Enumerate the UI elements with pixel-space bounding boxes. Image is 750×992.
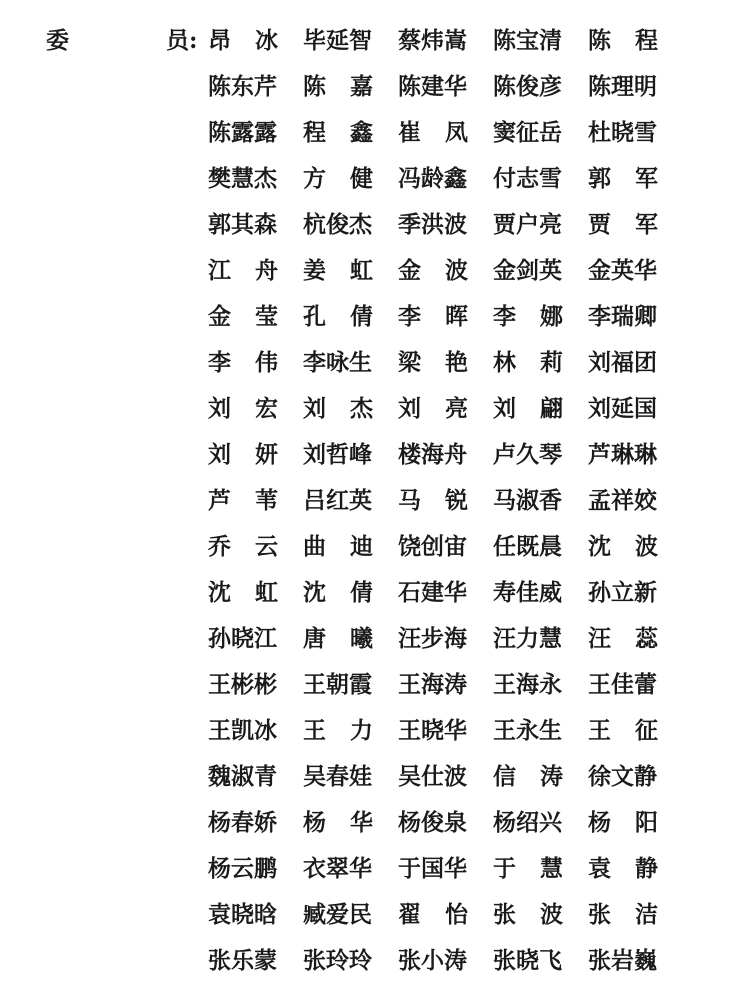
member-name: 季洪波 (398, 211, 467, 238)
member-name: 林 莉 (493, 349, 563, 376)
member-name: 陈俊彦 (493, 73, 562, 100)
member-name: 杭俊杰 (303, 211, 372, 238)
member-row (208, 900, 728, 946)
member-row (208, 946, 728, 992)
member-name: 乔 云 (208, 533, 278, 560)
member-row (208, 808, 728, 854)
member-name: 王佳蕾 (588, 671, 657, 698)
member-name: 王彬彬 (208, 671, 277, 698)
member-name: 李咏生 (303, 349, 372, 376)
member-name: 杨春娇 (208, 809, 277, 836)
member-name: 杨云鹏 (208, 855, 277, 882)
member-name: 张 波 (493, 901, 563, 928)
member-row (208, 716, 728, 762)
member-name: 张 洁 (588, 901, 658, 928)
member-name: 刘延国 (588, 395, 657, 422)
member-name: 刘福团 (588, 349, 657, 376)
member-name: 梁 艳 (398, 349, 468, 376)
member-name: 王朝霞 (303, 671, 372, 698)
member-name: 芦琳琳 (588, 441, 657, 468)
member-name: 楼海舟 (398, 441, 467, 468)
member-name: 贾户亮 (493, 211, 562, 238)
member-name: 张晓飞 (493, 947, 562, 974)
member-name: 张乐蒙 (208, 947, 277, 974)
member-name: 马 锐 (398, 487, 468, 514)
member-name: 金剑英 (493, 257, 562, 284)
member-name: 王凯冰 (208, 717, 277, 744)
member-row (208, 210, 728, 256)
member-name: 杜晓雪 (588, 119, 657, 146)
member-row (208, 486, 728, 532)
member-name: 陈理明 (588, 73, 657, 100)
member-name: 于国华 (398, 855, 467, 882)
member-row (208, 118, 728, 164)
member-name: 张岩巍 (588, 947, 657, 974)
member-name: 王 征 (588, 717, 658, 744)
member-name: 汪步海 (398, 625, 467, 652)
member-name: 王晓华 (398, 717, 467, 744)
member-name: 袁晓晗 (208, 901, 277, 928)
member-name: 孟祥姣 (588, 487, 657, 514)
member-row (208, 762, 728, 808)
member-name: 毕延智 (303, 27, 372, 54)
member-name: 寿佳威 (493, 579, 562, 606)
member-name: 吴仕波 (398, 763, 467, 790)
member-name: 陈东芹 (208, 73, 277, 100)
member-name: 臧爱民 (303, 901, 372, 928)
member-name: 芦 苇 (208, 487, 278, 514)
member-name: 杨 阳 (588, 809, 658, 836)
member-name: 李 伟 (208, 349, 278, 376)
member-name: 曲 迪 (303, 533, 373, 560)
member-name: 吴春娃 (303, 763, 372, 790)
member-name: 刘哲峰 (303, 441, 372, 468)
member-name: 陈宝清 (493, 27, 562, 54)
member-name: 昂 冰 (208, 27, 278, 54)
member-name: 贾 军 (588, 211, 658, 238)
member-name: 樊慧杰 (208, 165, 277, 192)
member-name: 冯龄鑫 (398, 165, 467, 192)
member-name: 王永生 (493, 717, 562, 744)
member-name: 沈 倩 (303, 579, 373, 606)
member-name: 徐文静 (588, 763, 657, 790)
member-name: 方 健 (303, 165, 373, 192)
member-name: 汪力慧 (493, 625, 562, 652)
member-row (208, 624, 728, 670)
member-name: 刘 宏 (208, 395, 278, 422)
member-name: 崔 凤 (398, 119, 468, 146)
member-name: 王 力 (303, 717, 373, 744)
member-name: 金 波 (398, 257, 468, 284)
member-name: 马淑香 (493, 487, 562, 514)
member-name: 吕红英 (303, 487, 372, 514)
member-name: 魏淑青 (208, 763, 277, 790)
member-name: 江 舟 (208, 257, 278, 284)
member-row (208, 854, 728, 900)
member-name: 翟 怡 (398, 901, 468, 928)
member-row (208, 72, 728, 118)
member-name: 沈 波 (588, 533, 658, 560)
member-row (208, 164, 728, 210)
member-name: 陈 嘉 (303, 73, 373, 100)
member-name: 杨绍兴 (493, 809, 562, 836)
member-row (208, 440, 728, 486)
member-names-grid (208, 26, 728, 992)
member-name: 刘 妍 (208, 441, 278, 468)
member-name: 张玲玲 (303, 947, 372, 974)
member-name: 金英华 (588, 257, 657, 284)
member-name: 饶创宙 (398, 533, 467, 560)
member-name: 杨俊泉 (398, 809, 467, 836)
member-name: 付志雪 (493, 165, 562, 192)
member-name: 卢久琴 (493, 441, 562, 468)
member-name: 李 晖 (398, 303, 468, 330)
member-name: 信 涛 (493, 763, 563, 790)
member-name: 郭 军 (588, 165, 658, 192)
member-name: 张小涛 (398, 947, 467, 974)
label-wei: 委 (46, 27, 69, 54)
member-row (208, 256, 728, 302)
member-name: 陈建华 (398, 73, 467, 100)
member-row (208, 394, 728, 440)
member-name: 陈 程 (588, 27, 658, 54)
member-name: 刘 亮 (398, 395, 468, 422)
member-name: 金 莹 (208, 303, 278, 330)
member-row (208, 26, 728, 72)
member-name: 袁 静 (588, 855, 658, 882)
member-row (208, 578, 728, 624)
member-name: 王海涛 (398, 671, 467, 698)
member-name: 唐 曦 (303, 625, 373, 652)
label-yuan: 员: (166, 27, 198, 54)
member-name: 窦征岳 (493, 119, 562, 146)
member-name: 汪 蕊 (588, 625, 658, 652)
member-name: 程 鑫 (303, 119, 373, 146)
member-name: 李瑞卿 (588, 303, 657, 330)
member-name: 沈 虹 (208, 579, 278, 606)
member-row (208, 670, 728, 716)
member-name: 郭其森 (208, 211, 277, 238)
member-name: 石建华 (398, 579, 467, 606)
member-row (208, 532, 728, 578)
member-name: 刘 翩 (493, 395, 563, 422)
member-name: 王海永 (493, 671, 562, 698)
member-row (208, 348, 728, 394)
member-name: 任既晨 (493, 533, 562, 560)
member-name: 于 慧 (493, 855, 563, 882)
member-name: 陈露露 (208, 119, 277, 146)
member-name: 姜 虹 (303, 257, 373, 284)
member-name: 刘 杰 (303, 395, 373, 422)
member-name: 孙立新 (588, 579, 657, 606)
member-name: 杨 华 (303, 809, 373, 836)
member-name: 孙晓江 (208, 625, 277, 652)
member-name: 孔 倩 (303, 303, 373, 330)
member-name: 衣翠华 (303, 855, 372, 882)
member-row (208, 302, 728, 348)
member-name: 李 娜 (493, 303, 563, 330)
member-name: 蔡炜嵩 (398, 27, 467, 54)
